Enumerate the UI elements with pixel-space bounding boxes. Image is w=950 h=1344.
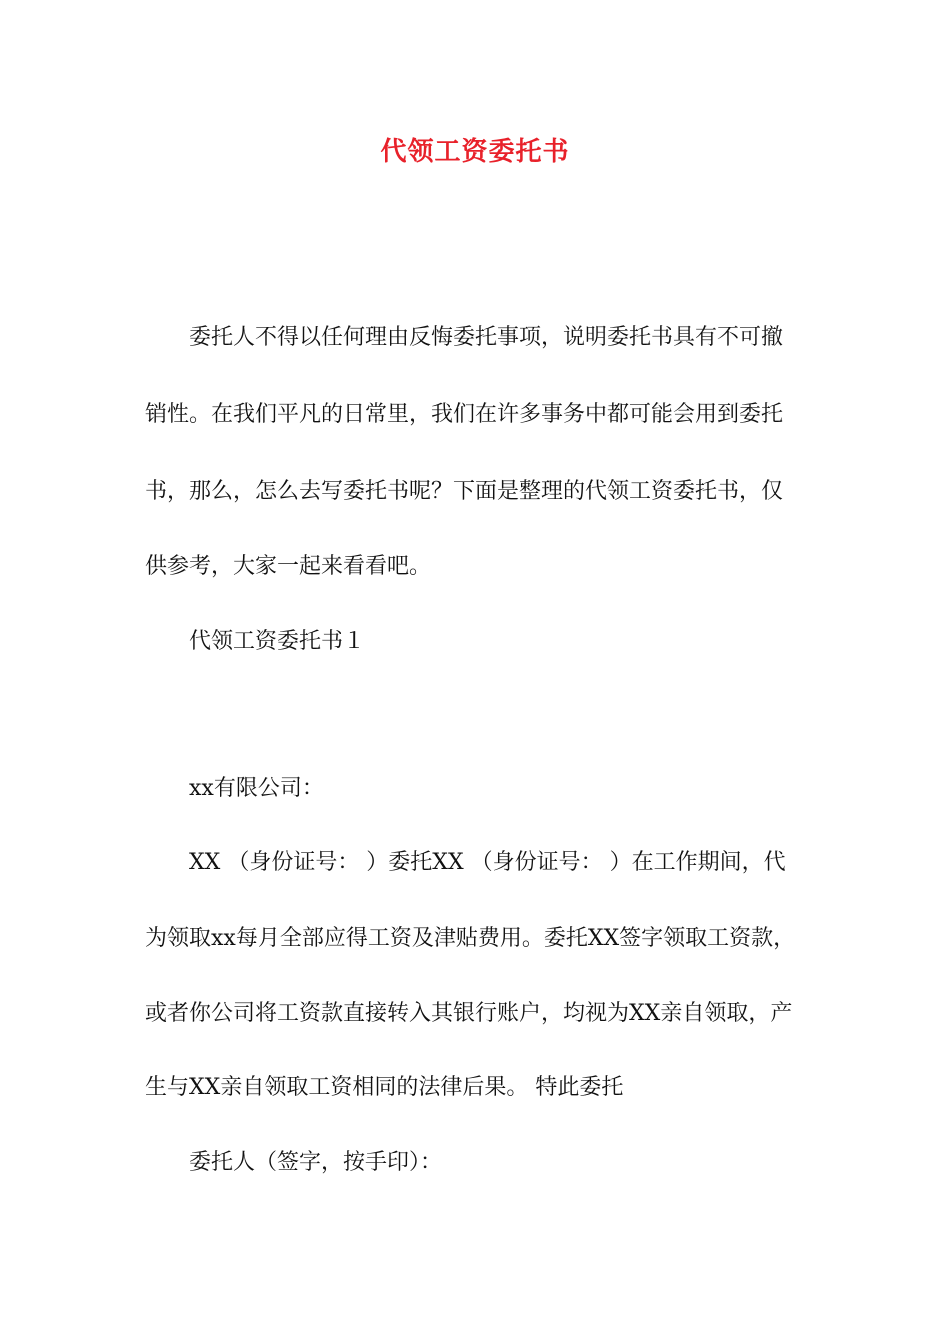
paragraph-line: 生与XX亲自领取工资相同的法律后果。 特此委托 [145,1075,624,1100]
paragraph-line: 销性。在我们平凡的日常里，我们在许多事务中都可能会用到委托 [145,402,784,427]
paragraph-line: XX （身份证号： ）委托XX （身份证号： ）在工作期间，代 [189,850,786,875]
paragraph-line: 委托人不得以任何理由反悔委托事项，说明委托书具有不可撤 [189,325,784,350]
paragraph-line: 为领取xx每月全部应得工资及津贴费用。委托XX签字领取工资款， [145,926,796,951]
paragraph-line: 供参考，大家一起来看看吧。 [145,554,432,579]
section-heading: 代领工资委托书１ [189,629,366,654]
addressee-line: xx有限公司： [189,776,324,801]
signature-line: 委托人（签字，按手印）： [189,1150,443,1175]
document-title: 代领工资委托书 [380,137,570,167]
paragraph-line: 或者你公司将工资款直接转入其银行账户，均视为XX亲自领取，产 [145,1001,793,1026]
paragraph-line: 书，那么，怎么去写委托书呢？下面是整理的代领工资委托书，仅 [145,479,784,504]
